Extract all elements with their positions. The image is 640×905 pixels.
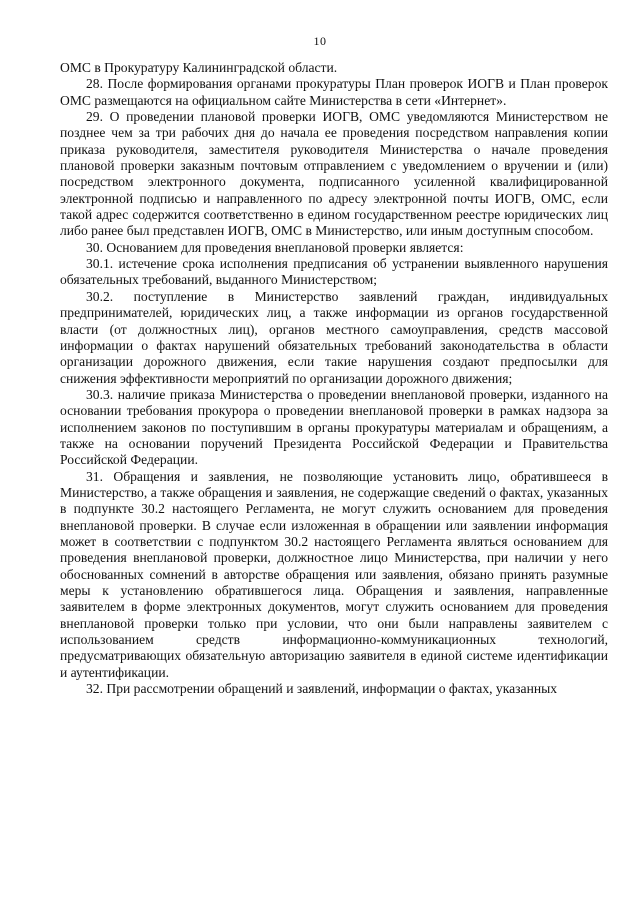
paragraph-30-3: 30.3. наличие приказа Министерства о проведении внеплановой проверки, изданного на основании требования прокурора о проведении внеплановой проверки в рамках надзора за исполнением законов по поступившим в органы прокуратуры материалам и обращениям, а также на основании поручений Президента Российской Федерации и Правительства Российской Федерации. xyxy=(60,386,608,468)
document-body xyxy=(60,60,608,697)
paragraph-31: 31. Обращения и заявления, не позволяющие установить лицо, обратившееся в Министерство, а также обращения и заявления, не содержащие сведений о фактах, указанных в подпункте 30.2 настоящего Регламента, не могут служить основанием для проведения внеплановой проверки. В случае если изложенная в обращении или заявлении информация может в соответствии с подпунктом 30.2 настоящего Регламента являться основанием для проведения внеплановой проверки, должностное лицо Министерства, при наличии у него обоснованных сомнений в авторстве обращения или заявления, обязано принять разумные меры к установлению обратившегося лица. Обращения и заявления, направленные заявителем в форме электронных документов, могут служить основанием для проведения внеплановой проверки только при условии, что они были направлены заявителем с использованием средств информационно-коммуникационных технологий, предусматривающих обязательную авторизацию заявителя в единой системе идентификации и аутентификации. xyxy=(60,468,608,680)
page-number: 10 xyxy=(313,34,327,48)
paragraph-29: 29. О проведении плановой проверки ИОГВ, ОМС уведомляются Министерством не позднее чем за три рабочих дня до начала ее проведения посредством направления копии приказа руководителя, заместителя руководителя Министерства о начале проведения плановой проверки заказным почтовым отправлением с уведомлением о вручении и (или) посредством электронного документа, подписанного усиленной квалифицированной электронной подписью и направленного по адресу электронной почты ИОГВ, ОМС, если такой адрес содержится соответственно в едином государственном реестре юридических лиц либо ранее был представлен ИОГВ, ОМС в Министерство, или иным доступным способом. xyxy=(60,109,608,239)
paragraph-30: 30. Основанием для проведения внеплановой проверки является: xyxy=(86,239,464,255)
paragraph-continuation: ОМС в Прокуратуру Калининградской области. xyxy=(60,60,338,75)
paragraph-30-1: 30.1. истечение срока исполнения предписания об устранении выявленного нарушения обязательных требований, выданного Министерством; xyxy=(60,256,608,288)
paragraph-32: 32. При рассмотрении обращений и заявлений, информации о фактах, указанных xyxy=(86,681,558,697)
paragraph-28: 28. После формирования органами прокуратуры План проверок ИОГВ и План проверок ОМС размещаются на официальном сайте Министерства в сети «Интернет». xyxy=(60,76,608,108)
paragraph-30-2: 30.2. поступление в Министерство заявлений граждан, индивидуальных предпринимателей, юридических лиц, а также информации из органов государственной власти (от должностных лиц), органов местного самоуправления, средств массовой информации о фактах нарушений обязательных требований законодательства в области организации дорожного движения, если такие нарушения создают предпосылки для снижения эффективности мероприятий по организации дорожного движения; xyxy=(60,288,608,386)
